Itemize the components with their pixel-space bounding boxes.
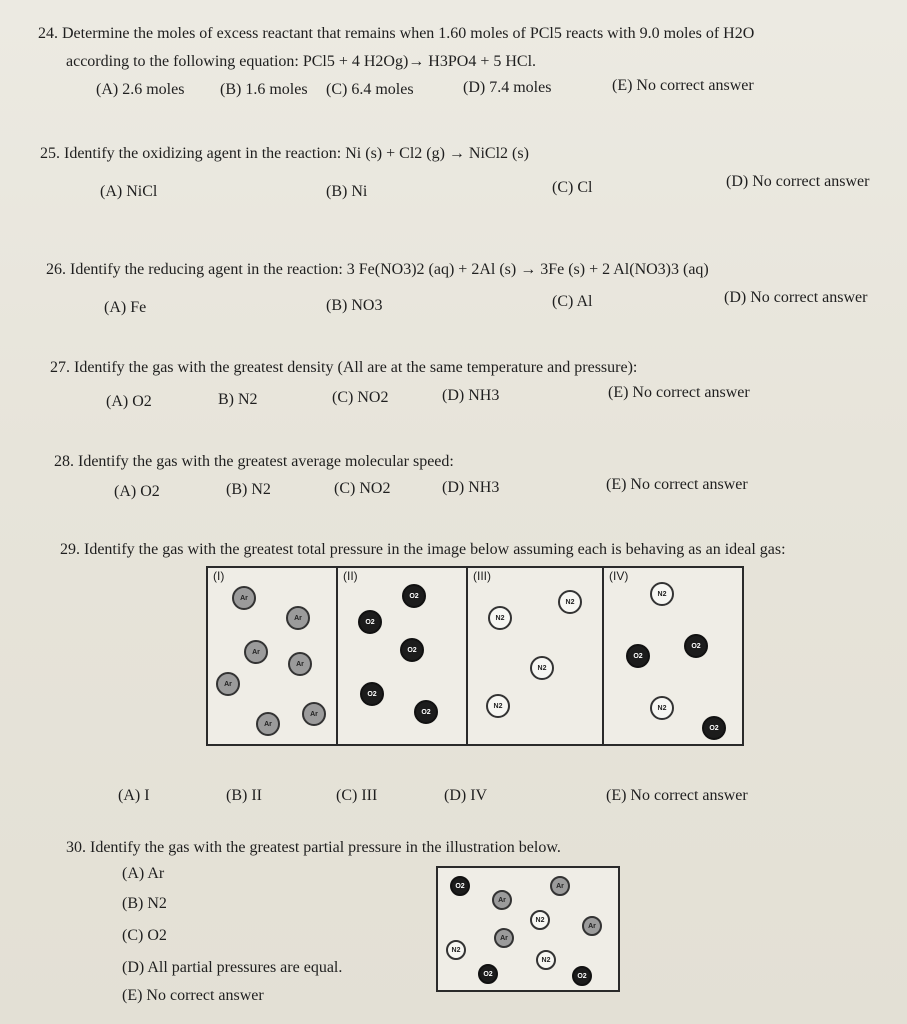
question-24 <box>38 24 754 44</box>
q27-option-e[interactable]: (E) No correct answer <box>608 384 750 401</box>
nitrogen-molecule-icon: N2 <box>486 694 510 718</box>
argon-molecule-icon: Ar <box>286 606 310 630</box>
nitrogen-molecule-icon: N2 <box>558 590 582 614</box>
panel-4-label: (IV) <box>609 569 629 583</box>
nitrogen-molecule-icon: N2 <box>530 910 550 930</box>
q28-option-a[interactable]: (A) O2 <box>114 483 160 500</box>
q29-panel-2 <box>338 568 468 744</box>
q25-text: Identify the oxidizing agent in the reaction: Ni (s) + Cl2 (g) → NiCl2 (s) <box>64 145 529 162</box>
q25-option-c[interactable]: (C) Cl <box>552 179 593 196</box>
q29-panel-4 <box>604 568 742 744</box>
argon-molecule-icon: Ar <box>216 672 240 696</box>
q26-number: 26. <box>46 261 66 278</box>
question-28 <box>54 452 454 472</box>
argon-molecule-icon: Ar <box>302 702 326 726</box>
oxygen-molecule-icon: O2 <box>400 638 424 662</box>
q30-option-b[interactable]: (B) N2 <box>122 895 167 912</box>
argon-molecule-icon: Ar <box>244 640 268 664</box>
q27-text: Identify the gas with the greatest density (All are at the same temperature and pressure): <box>74 359 638 376</box>
argon-molecule-icon: Ar <box>550 876 570 896</box>
nitrogen-molecule-icon: N2 <box>488 606 512 630</box>
q27-option-a[interactable]: (A) O2 <box>106 393 152 410</box>
q26-option-b[interactable]: (B) NO3 <box>326 297 383 314</box>
q28-option-c[interactable]: (C) NO2 <box>334 480 391 497</box>
q26-option-d[interactable]: (D) No correct answer <box>724 289 868 306</box>
oxygen-molecule-icon: O2 <box>572 966 592 986</box>
question-29 <box>60 540 786 560</box>
panel-1-label: (I) <box>213 569 225 583</box>
oxygen-molecule-icon: O2 <box>402 584 426 608</box>
argon-molecule-icon: Ar <box>232 586 256 610</box>
q24-option-a[interactable]: (A) 2.6 moles <box>96 81 185 98</box>
argon-molecule-icon: Ar <box>288 652 312 676</box>
q25-option-d[interactable]: (D) No correct answer <box>726 173 870 190</box>
q24-text-line2: according to the following equation: PCl5 + 4 H2Og)→ H3PO4 + 5 HCl. <box>66 53 537 70</box>
q24-number: 24. <box>38 25 58 42</box>
argon-molecule-icon: Ar <box>494 928 514 948</box>
q30-option-d[interactable]: (D) All partial pressures are equal. <box>122 959 343 976</box>
q29-panel-3 <box>468 568 604 744</box>
q29-option-e[interactable]: (E) No correct answer <box>606 787 748 804</box>
q29-option-d[interactable]: (D) IV <box>444 787 488 804</box>
q29-text: Identify the gas with the greatest total pressure in the image below assuming each is behaving as an ideal gas: <box>84 541 786 558</box>
q25-option-a[interactable]: (A) NiCl <box>100 183 158 200</box>
q24-option-b[interactable]: (B) 1.6 moles <box>220 81 308 98</box>
q26-option-c[interactable]: (C) Al <box>552 293 593 310</box>
oxygen-molecule-icon: O2 <box>478 964 498 984</box>
oxygen-molecule-icon: O2 <box>414 700 438 724</box>
q29-gas-diagram <box>206 566 744 746</box>
q26-text: Identify the reducing agent in the reaction: 3 Fe(NO3)2 (aq) + 2Al (s) → 3Fe (s) + 2 Al(NO3)3 (aq) <box>70 261 709 278</box>
q26-option-a[interactable]: (A) Fe <box>104 299 147 316</box>
q30-text: Identify the gas with the greatest partial pressure in the illustration below. <box>90 839 561 856</box>
q30-option-c[interactable]: (C) O2 <box>122 927 167 944</box>
argon-molecule-icon: Ar <box>582 916 602 936</box>
q24-option-d[interactable]: (D) 7.4 moles <box>463 79 552 96</box>
q28-option-e[interactable]: (E) No correct answer <box>606 476 748 493</box>
q24-text: Determine the moles of excess reactant that remains when 1.60 moles of PCl5 reacts with 9.0 moles of H2O <box>62 25 755 42</box>
oxygen-molecule-icon: O2 <box>684 634 708 658</box>
nitrogen-molecule-icon: N2 <box>650 696 674 720</box>
q27-option-d[interactable]: (D) NH3 <box>442 387 500 404</box>
argon-molecule-icon: Ar <box>256 712 280 736</box>
q28-number: 28. <box>54 453 74 470</box>
q27-option-b[interactable]: B) N2 <box>218 391 258 408</box>
argon-molecule-icon: Ar <box>492 890 512 910</box>
question-30 <box>66 838 561 858</box>
q28-option-b[interactable]: (B) N2 <box>226 481 271 498</box>
nitrogen-molecule-icon: N2 <box>530 656 554 680</box>
q28-text: Identify the gas with the greatest average molecular speed: <box>78 453 454 470</box>
q27-option-c[interactable]: (C) NO2 <box>332 389 389 406</box>
q28-option-d[interactable]: (D) NH3 <box>442 479 500 496</box>
question-26 <box>46 260 709 280</box>
q25-number: 25. <box>40 145 60 162</box>
q24-option-c[interactable]: (C) 6.4 moles <box>326 81 414 98</box>
q27-number: 27. <box>50 359 70 376</box>
q24-option-e[interactable]: (E) No correct answer <box>612 77 754 94</box>
q25-option-b[interactable]: (B) Ni <box>326 183 368 200</box>
q30-gas-mixture-diagram <box>436 866 620 992</box>
panel-3-label: (III) <box>473 569 491 583</box>
panel-2-label: (II) <box>343 569 358 583</box>
q29-option-c[interactable]: (C) III <box>336 787 378 804</box>
nitrogen-molecule-icon: N2 <box>446 940 466 960</box>
question-25 <box>40 144 529 164</box>
q29-number: 29. <box>60 541 80 558</box>
q29-panel-1 <box>208 568 338 744</box>
q29-option-b[interactable]: (B) II <box>226 787 262 804</box>
q30-option-a[interactable]: (A) Ar <box>122 865 165 882</box>
oxygen-molecule-icon: O2 <box>626 644 650 668</box>
nitrogen-molecule-icon: N2 <box>536 950 556 970</box>
oxygen-molecule-icon: O2 <box>450 876 470 896</box>
oxygen-molecule-icon: O2 <box>358 610 382 634</box>
q30-option-e[interactable]: (E) No correct answer <box>122 987 264 1004</box>
question-27 <box>50 358 637 378</box>
q30-number: 30. <box>66 839 86 856</box>
q29-option-a[interactable]: (A) I <box>118 787 150 804</box>
nitrogen-molecule-icon: N2 <box>650 582 674 606</box>
oxygen-molecule-icon: O2 <box>702 716 726 740</box>
oxygen-molecule-icon: O2 <box>360 682 384 706</box>
